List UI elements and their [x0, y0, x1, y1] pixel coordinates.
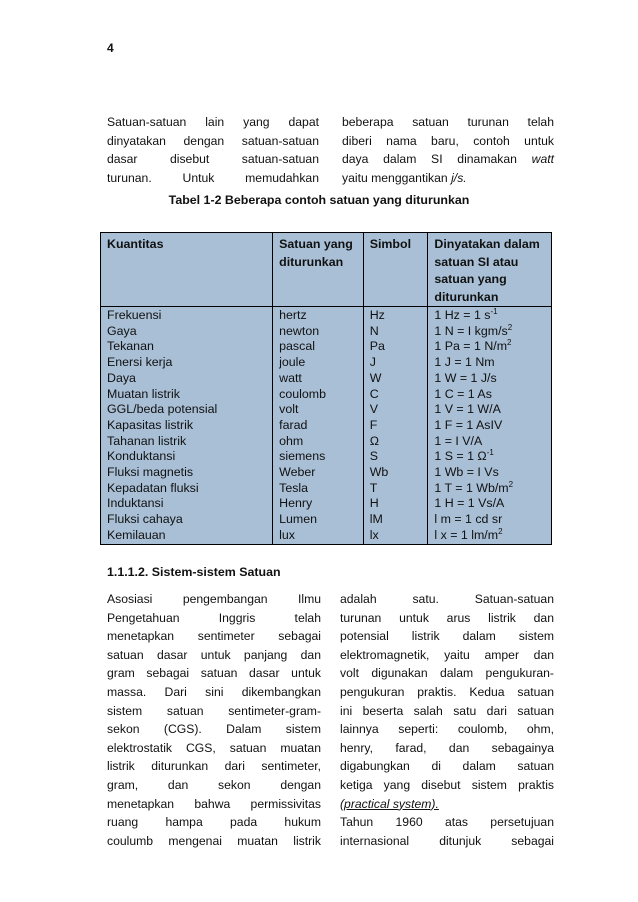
cell-symbol: [363, 481, 428, 497]
cell-quantity: [101, 355, 273, 371]
text-line: digabungkan di dalam satuan: [340, 759, 554, 774]
intro-right-column: [342, 113, 554, 187]
cell-quantity: [101, 402, 273, 418]
text-line: listrik diturunkan dari sentimeter,: [107, 759, 321, 774]
table-row: [101, 434, 552, 450]
cell-text: C: [369, 386, 379, 401]
text-line: satuan dasar untuk panjang dan: [107, 647, 321, 662]
cell-derived-unit: [273, 307, 364, 324]
exponent: -1: [486, 448, 494, 458]
text-line: internasional ditunjuk sebagai: [340, 833, 554, 848]
cell-derived-unit: [273, 512, 364, 528]
cell-text: S: [369, 449, 378, 464]
text-line: Satuan-satuan lain yang dapat: [107, 115, 319, 129]
cell-text: 1 Pa = 1 N/m: [434, 339, 508, 354]
cell-derived-unit: [273, 528, 364, 544]
cell-expression: [428, 528, 552, 544]
cell-text: J: [369, 355, 376, 370]
cell-quantity: [101, 339, 273, 355]
text-line: Tahun 1960 atas persetujuan: [340, 815, 554, 830]
cell-symbol: [363, 528, 428, 544]
table-body: [101, 307, 552, 545]
cell-text: Tahanan listrik: [107, 433, 187, 448]
cell-symbol: [363, 496, 428, 512]
section-body: [107, 590, 554, 850]
cell-text: V: [369, 402, 378, 417]
cell-text: pascal: [279, 339, 315, 354]
table-row: [101, 324, 552, 340]
cell-symbol: [363, 512, 428, 528]
cell-text: siemens: [279, 449, 326, 464]
text-line: beberapa satuan turunan telah: [342, 115, 554, 129]
cell-symbol: [363, 434, 428, 450]
exponent: 2: [507, 338, 512, 348]
cell-quantity: [101, 465, 273, 481]
cell-text: Pa: [369, 339, 385, 354]
cell-symbol: [363, 465, 428, 481]
cell-text: lx: [369, 527, 379, 542]
cell-symbol: [363, 418, 428, 434]
text-line: gram, dan sekon dengan: [107, 777, 321, 792]
cell-text: 1 J = 1 Nm: [434, 355, 495, 370]
text-line: turunan untuk arus listrik dan: [340, 610, 554, 625]
text-line: lainnya seperti: coulomb, ohm,: [340, 722, 554, 737]
cell-text: Fluksi cahaya: [107, 512, 183, 527]
table-caption: Tabel 1-2 Beberapa contoh satuan yang diturunkan: [168, 193, 470, 207]
cell-expression: [428, 512, 552, 528]
cell-text: Muatan listrik: [107, 386, 180, 401]
table-row: [101, 496, 552, 512]
cell-derived-unit: [273, 339, 364, 355]
cell-text: 1 Hz = 1 s: [434, 308, 491, 322]
section-right-column: [340, 590, 554, 850]
cell-symbol: [363, 339, 428, 355]
table-row: [101, 339, 552, 355]
cell-derived-unit: [273, 496, 364, 512]
table-row: [101, 465, 552, 481]
intro-paragraph: [107, 113, 554, 187]
table-row: [101, 449, 552, 465]
cell-text: 1 N = I kgm/s: [434, 323, 508, 338]
cell-derived-unit: [273, 371, 364, 387]
cell-symbol: [363, 449, 428, 465]
cell-text: 1 H = 1 Vs/A: [434, 496, 505, 511]
cell-text: H: [369, 496, 379, 511]
cell-text: Induktansi: [107, 496, 164, 511]
cell-expression: [428, 324, 552, 340]
section-left-column: [107, 590, 321, 850]
exponent: 2: [507, 322, 513, 332]
cell-expression: [428, 418, 552, 434]
cell-text: Hz: [369, 308, 385, 322]
cell-symbol: [363, 402, 428, 418]
cell-text: joule: [279, 355, 306, 370]
table-row: [101, 512, 552, 528]
cell-text: 1 W = 1 J/s: [434, 370, 497, 385]
cell-derived-unit: [273, 449, 364, 465]
cell-text: Henry: [279, 496, 313, 511]
table-row: [101, 355, 552, 371]
exponent: 2: [498, 526, 503, 536]
cell-derived-unit: [273, 355, 364, 371]
cell-expression: [428, 434, 552, 450]
cell-text: Lumen: [279, 512, 318, 527]
cell-symbol: [363, 387, 428, 403]
exponent: 2: [508, 479, 514, 489]
table-row: [101, 307, 552, 324]
text-line: Asosiasi pengembangan Ilmu: [107, 592, 321, 606]
cell-quantity: [101, 371, 273, 387]
cell-text: Kemilauan: [107, 527, 166, 542]
cell-text: Daya: [107, 370, 136, 385]
cell-quantity: [101, 528, 273, 544]
cell-expression: [428, 387, 552, 403]
cell-quantity: [101, 434, 273, 450]
table-row: [101, 418, 552, 434]
cell-quantity: [101, 307, 273, 324]
text-line: pengukuran praktis. Kedua satuan: [340, 684, 554, 699]
cell-text: watt: [279, 370, 302, 385]
text-line: sekon (CGS). Dalam sistem: [107, 722, 321, 737]
page-number: 4: [107, 41, 114, 55]
text-line: potensial listrik dalam sistem: [340, 629, 554, 644]
cell-text: Kapasitas listrik: [107, 417, 194, 432]
cell-expression: [428, 402, 552, 418]
table-row: [101, 387, 552, 403]
cell-derived-unit: [273, 434, 364, 450]
cell-text: 1 V = 1 W/A: [434, 402, 501, 417]
text-line: adalah satu. Satuan-satuan: [340, 592, 554, 606]
cell-symbol: [363, 307, 428, 324]
cell-expression: [428, 307, 552, 324]
cell-text: Enersi kerja: [107, 355, 173, 370]
cell-text: 1 Wb = I Vs: [434, 465, 499, 480]
table-row: [101, 528, 552, 544]
text-line: ketiga yang disebut sistem praktis: [340, 777, 554, 792]
section-heading: 1.1.1.2. Sistem-sistem Satuan: [107, 565, 281, 579]
cell-text: 1 = I V/A: [434, 433, 483, 448]
cell-text: l x = 1 lm/m: [434, 527, 499, 542]
cell-text: Konduktansi: [107, 449, 176, 464]
intro-left-column: [107, 113, 319, 187]
text-fragment: yaitu menggantikan: [342, 170, 448, 185]
cell-quantity: [101, 512, 273, 528]
cell-text: 1 S = 1 Ω: [434, 449, 487, 464]
text-line: elektrostatik CGS, satuan muatan: [107, 740, 321, 755]
text-line: (practical system).: [340, 796, 439, 811]
cell-text: l m = 1 cd sr: [434, 512, 503, 527]
cell-text: hertz: [279, 308, 307, 322]
cell-expression: [428, 371, 552, 387]
cell-expression: [428, 339, 552, 355]
cell-expression: [428, 481, 552, 497]
text-line: dasar disebut satuan-satuan: [107, 152, 319, 167]
text-line: elektromagnetik, yaitu amper dan: [340, 647, 554, 662]
cell-text: volt: [279, 402, 299, 417]
cell-text: Tekanan: [107, 339, 154, 354]
cell-expression: [428, 496, 552, 512]
header-symbol: Simbol: [363, 233, 428, 307]
cell-quantity: [101, 496, 273, 512]
cell-text: N: [369, 323, 379, 338]
cell-text: lM: [369, 512, 383, 527]
cell-derived-unit: [273, 481, 364, 497]
text-line: volt digunakan dalam pengukuran-: [340, 666, 554, 681]
exponent: -1: [490, 307, 498, 316]
cell-expression: [428, 355, 552, 371]
cell-text: Frekuensi: [107, 308, 162, 322]
cell-text: Tesla: [279, 480, 309, 495]
cell-quantity: [101, 387, 273, 403]
text-fragment: daya dalam SI dinamakan: [342, 152, 517, 167]
cell-derived-unit: [273, 465, 364, 481]
text-line: dinyatakan dengan satuan-satuan: [107, 133, 319, 148]
header-quantity: Kuantitas: [101, 233, 273, 307]
cell-symbol: [363, 324, 428, 340]
text-line: ruang hampa pada hukum: [107, 815, 321, 830]
cell-text: 1 F = 1 AsIV: [434, 417, 503, 432]
text-line: gram sebagai satuan dasar untuk: [107, 666, 321, 681]
cell-derived-unit: [273, 418, 364, 434]
cell-text: Ω: [369, 433, 379, 448]
cell-quantity: [101, 418, 273, 434]
cell-text: Gaya: [107, 323, 137, 338]
text-line: Pengetahuan Inggris telah: [107, 610, 321, 625]
cell-text: ohm: [279, 433, 304, 448]
italic-term: watt: [531, 152, 554, 167]
cell-text: lux: [279, 527, 295, 542]
cell-expression: [428, 449, 552, 465]
text-line: ini beserta salah satu dari satuan: [340, 703, 554, 718]
text-line: [342, 150, 554, 169]
header-derived-unit: Satuan yang diturunkan: [273, 233, 364, 307]
cell-symbol: [363, 355, 428, 371]
table-header-row: [101, 233, 552, 307]
table-row: [101, 371, 552, 387]
cell-derived-unit: [273, 324, 364, 340]
text-line: [342, 169, 554, 188]
cell-quantity: [101, 449, 273, 465]
cell-quantity: [101, 324, 273, 340]
cell-text: GGL/beda potensial: [107, 402, 218, 417]
cell-text: Weber: [279, 465, 316, 480]
cell-text: newton: [279, 323, 320, 338]
table-row: [101, 481, 552, 497]
text-line: coulumb mengenai muatan listrik: [107, 833, 321, 848]
header-expressed-in-si: Dinyatakan dalam satuan SI atau satuan yang diturunkan: [428, 233, 552, 307]
cell-text: T: [369, 480, 378, 495]
cell-derived-unit: [273, 387, 364, 403]
text-line: turunan. Untuk memudahkan: [107, 170, 319, 185]
cell-derived-unit: [273, 402, 364, 418]
cell-text: Fluksi magnetis: [107, 465, 194, 480]
cell-expression: [428, 465, 552, 481]
text-line: massa. Dari sini dikembangkan: [107, 684, 321, 699]
text-line: henry, farad, dan sebagainya: [340, 740, 554, 755]
cell-text: W: [369, 370, 382, 385]
cell-text: Kepadatan fluksi: [107, 480, 199, 495]
cell-symbol: [363, 371, 428, 387]
cell-text: farad: [279, 417, 308, 432]
cell-text: Wb: [369, 465, 389, 480]
text-line: diberi nama baru, contoh untuk: [342, 133, 554, 148]
text-line: sistem satuan sentimeter-gram-: [107, 703, 321, 718]
cell-text: 1 C = 1 As: [434, 386, 492, 401]
cell-quantity: [101, 481, 273, 497]
cell-text: coulomb: [279, 386, 326, 401]
cell-text: F: [369, 417, 378, 432]
derived-units-table: [100, 232, 552, 545]
table-row: [101, 402, 552, 418]
italic-term: j/s.: [451, 170, 467, 185]
text-line: menetapkan sentimeter sebagai: [107, 629, 321, 644]
cell-text: 1 T = 1 Wb/m: [434, 480, 509, 495]
text-line: menetapkan bahwa permissivitas: [107, 796, 321, 811]
